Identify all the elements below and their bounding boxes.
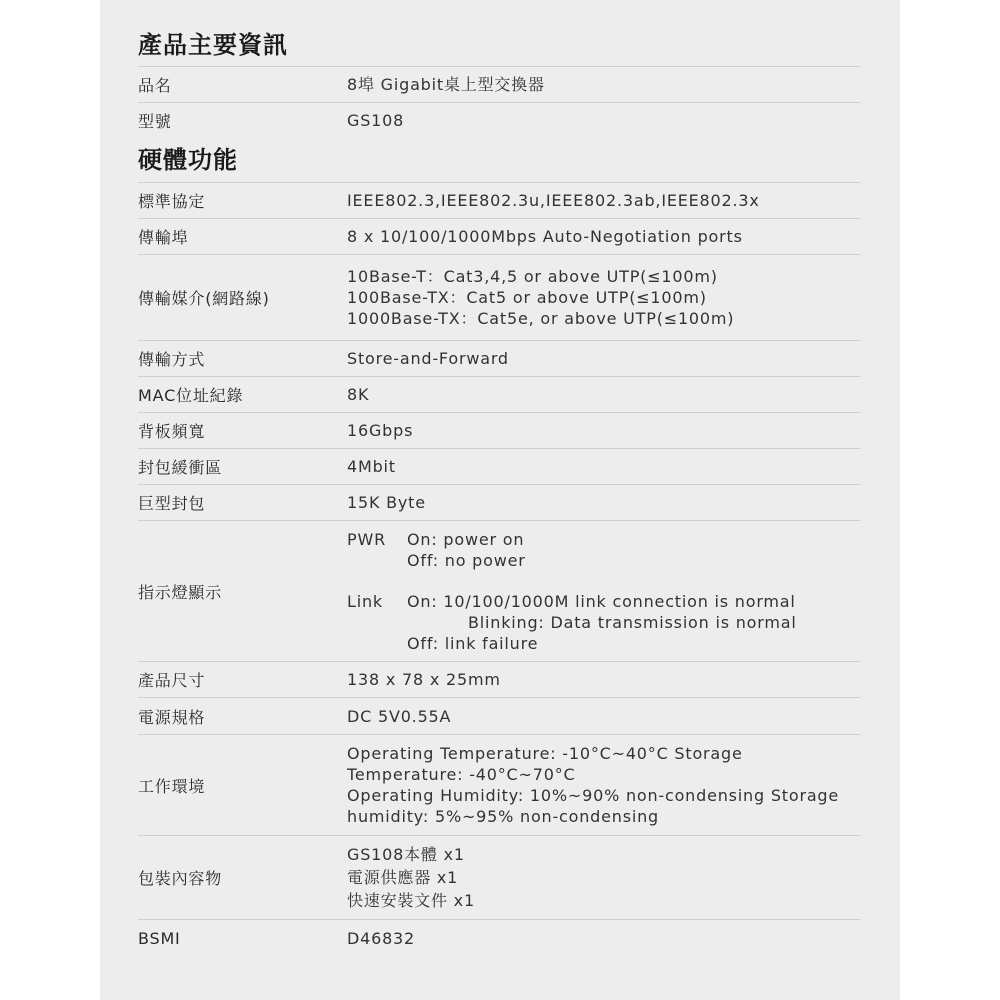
led-line: On: power on [407,529,525,549]
spec-row-size [138,662,860,698]
spec-value: IEEE802.3,IEEE802.3u,IEEE802.3ab,IEEE802.3x [347,191,760,210]
spec-row-mac [138,377,860,413]
spec-row-bsmi [138,920,860,956]
led-pwr-group [347,529,860,571]
spec-label: 指示燈顯示 [138,582,223,602]
spec-row-jumbo [138,485,860,521]
product-info-title: 產品主要資訊 [138,24,860,67]
env-line: Operating Temperature: -10°C~40°C Storage [347,744,743,763]
spec-label: 封包緩衝區 [138,458,223,477]
spec-label: BSMI [138,928,181,948]
led-line: Off: link failure [407,633,539,653]
spec-value: D46832 [347,928,416,948]
spec-value [347,743,860,827]
spec-value: GS108 [347,111,405,130]
spec-row-media [138,255,860,341]
spec-row-ports [138,219,860,255]
spec-value [347,266,860,329]
env-line: Operating Humidity: 10%~90% non-condensing Storage [347,786,840,805]
spec-label: 型號 [138,112,172,131]
hardware-title: 硬體功能 [138,138,860,183]
package-line: GS108本體 x1 [347,845,465,864]
spec-row-method [138,341,860,377]
led-link-group [347,591,860,654]
spec-row-backplane [138,413,860,449]
spec-value: 15K Byte [347,493,426,512]
spec-value: 8埠 Gigabit桌上型交換器 [347,75,545,94]
package-line: 快速安裝文件 x1 [347,891,475,910]
led-name: Link [347,591,383,611]
spec-label: 品名 [138,76,172,95]
led-line: Blinking: Data transmission is normal [468,612,797,632]
spec-label: MAC位址紀錄 [138,386,244,405]
led-lines [407,529,526,571]
spec-label: 產品尺寸 [138,671,206,690]
spec-label: 傳輸方式 [138,350,206,369]
spec-row-name [138,67,860,103]
spec-value [347,843,860,912]
spec-sheet [100,0,900,1000]
spec-content [138,24,860,956]
spec-value: 16Gbps [347,421,414,440]
spec-label: 包裝內容物 [138,869,223,888]
spec-label: 巨型封包 [138,494,206,513]
spec-value [347,529,860,654]
spec-row-led [138,521,860,662]
media-line: 100Base-TX：Cat5 or above UTP(≤100m) [347,288,707,307]
led-name: PWR [347,529,386,549]
spec-label: 傳輸埠 [138,228,189,247]
spec-label: 電源規格 [138,707,206,727]
spec-row-standards [138,183,860,219]
media-line: 1000Base-TX：Cat5e, or above UTP(≤100m) [347,309,735,328]
spec-row-package [138,836,860,920]
spec-label: 工作環境 [138,776,206,796]
spec-row-buffer [138,449,860,485]
spec-value: 8 x 10/100/1000Mbps Auto-Negotiation ports [347,227,743,246]
spacer [347,571,860,591]
spec-row-model [138,103,860,138]
spec-row-power [138,698,860,735]
package-line: 電源供應器 x1 [347,868,459,887]
spec-value: 4Mbit [347,457,396,476]
media-line: 10Base-T：Cat3,4,5 or above UTP(≤100m) [347,267,718,286]
spec-label: 標準協定 [138,192,206,211]
spec-value: 138 x 78 x 25mm [347,670,501,689]
spec-value: 8K [347,385,370,404]
spec-label: 背板頻寬 [138,422,206,441]
led-lines [407,591,797,654]
env-line: humidity: 5%~95% non-condensing [347,807,659,826]
led-line: Off: no power [407,550,526,570]
spec-label: 傳輸媒介(網路線) [138,289,270,308]
spec-value: Store-and-Forward [347,349,509,368]
led-line: On: 10/100/1000M link connection is normal [407,591,796,611]
env-line: Temperature: -40°C~70°C [347,765,576,784]
spec-value: DC 5V0.55A [347,706,452,726]
spec-row-environment [138,735,860,836]
